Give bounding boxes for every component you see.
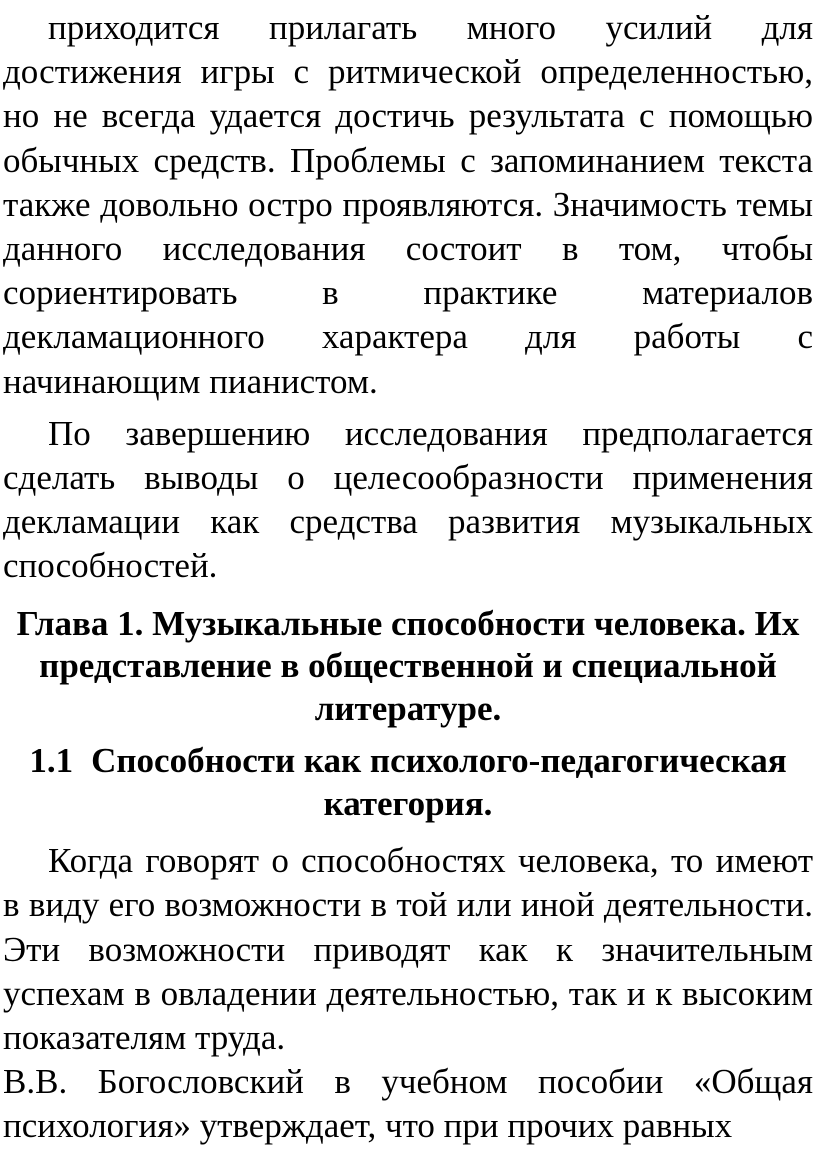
intro-paragraph-2: По завершению исследования предполагается сделать выводы о целесообразности применения декламации как средства развития музыкальных способностей. — [3, 413, 813, 586]
document-page — [3, 6, 813, 1149]
section-title: Способности как психолого-педагогическая категория. — [91, 741, 787, 823]
section-heading — [3, 740, 813, 825]
intro-paragraph-1: приходится прилагать много усилий для достижения игры с ритмической определенностью, но не всегда удается достичь результата с помощью обычных средств. Проблемы с запоминанием текста также довольно остро проявляются. Значимость темы данного исследования состоит в том, чтобы сориентировать в практике материалов декламационного характера для работы с начинающим пианистом. — [3, 8, 813, 401]
section-paragraph-2: В.В. Богословский в учебном пособии «Общая психология» утверждает, что при прочих равных — [3, 1062, 813, 1146]
section-number: 1.1 — [29, 741, 74, 781]
section-paragraph-1: Когда говорят о способностях человека, то имеют в виду его возможности в той или иной деятельности. Эти возможности приводят как к значительным успехам в овладении деятельностью, так и к высоким показателям труда. — [3, 841, 813, 1057]
chapter-heading: Глава 1. Музыкальные способности человека. Их представление в общественной и специальной литературе. — [16, 603, 800, 728]
